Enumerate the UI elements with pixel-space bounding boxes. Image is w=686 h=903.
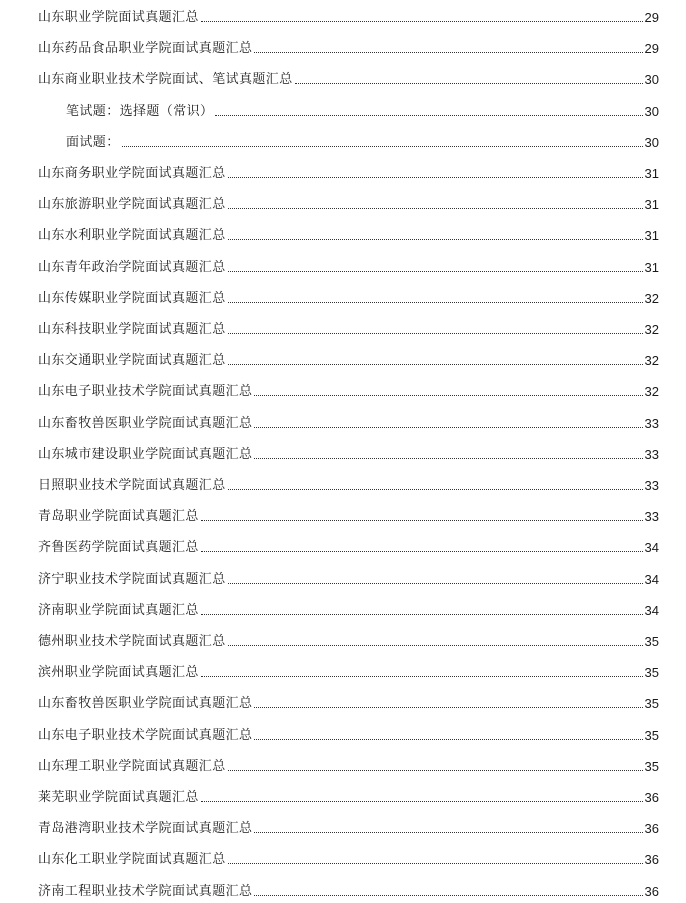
toc-entry-page-number: 32: [644, 290, 659, 306]
toc-subentry[interactable]: [66, 131, 659, 151]
dot-leader: [254, 832, 642, 833]
toc-entry[interactable]: [38, 318, 659, 338]
toc-entry-title: 济宁职业技术学院面试真题汇总: [38, 571, 226, 587]
toc-entry-title: 青岛职业学院面试真题汇总: [38, 509, 199, 525]
toc-entry[interactable]: [38, 256, 659, 276]
dot-leader: [295, 83, 643, 84]
dot-leader: [201, 21, 643, 22]
toc-entry[interactable]: [38, 287, 659, 307]
toc-entry[interactable]: [38, 599, 659, 619]
toc-entry[interactable]: [38, 848, 659, 868]
dot-leader: [228, 364, 643, 365]
toc-entry-title: 滨州职业学院面试真题汇总: [38, 665, 199, 681]
toc-entry-page-number: 29: [644, 10, 659, 25]
toc-entry-page-number: 29: [644, 41, 659, 57]
toc-entry-title: 山东青年政治学院面试真题汇总: [38, 259, 226, 275]
toc-entry-title: 山东水利职业学院面试真题汇总: [38, 228, 226, 244]
toc-entry-page-number: 31: [644, 197, 659, 213]
toc-entry-page-number: 32: [644, 384, 659, 400]
dot-leader: [201, 676, 643, 677]
dot-leader: [228, 208, 643, 209]
toc-entry-page-number: 30: [644, 134, 659, 150]
dot-leader: [201, 551, 643, 552]
toc-entry-title: 济南工程职业技术学院面试真题汇总: [38, 883, 253, 899]
toc-entry[interactable]: [38, 37, 659, 57]
toc-entry-page-number: 36: [644, 883, 659, 899]
toc-entry-title: 日照职业技术学院面试真题汇总: [38, 478, 226, 493]
dot-leader: [254, 427, 642, 428]
toc-entry[interactable]: [38, 224, 659, 244]
toc-entry-title: 山东科技职业学院面试真题汇总: [38, 322, 226, 337]
dot-leader: [228, 333, 643, 334]
dot-leader: [228, 302, 643, 303]
toc-entry-title: 山东商务职业学院面试真题汇总: [38, 166, 226, 181]
toc-subentry[interactable]: [66, 100, 659, 120]
toc-entry-title: 山东畜牧兽医职业学院面试真题汇总: [38, 415, 253, 431]
dot-leader: [201, 614, 643, 615]
dot-leader: [228, 583, 643, 584]
dot-leader: [122, 146, 643, 147]
toc-entry[interactable]: [38, 661, 659, 681]
toc-entry-page-number: 32: [644, 353, 659, 369]
dot-leader: [228, 239, 643, 240]
toc-entry-page-number: 36: [644, 821, 659, 837]
toc-entry-page-number: 31: [644, 259, 659, 275]
toc-entry-title: 山东电子职业技术学院面试真题汇总: [38, 727, 253, 743]
toc-entry[interactable]: [38, 443, 659, 463]
toc-entry-title: 山东商业职业技术学院面试、笔试真题汇总: [38, 72, 293, 88]
toc-entry[interactable]: [38, 6, 659, 26]
toc-entry[interactable]: [38, 193, 659, 213]
toc-entry[interactable]: [38, 755, 659, 775]
toc-entry-title: 山东传媒职业学院面试真题汇总: [38, 290, 226, 306]
toc-entry-title: 山东职业学院面试真题汇总: [38, 10, 199, 25]
toc-entry-title: 山东交通职业学院面试真题汇总: [38, 353, 226, 369]
toc-entry-page-number: 33: [644, 478, 659, 493]
toc-entry[interactable]: [38, 880, 659, 900]
toc-entry-title: 山东电子职业技术学院面试真题汇总: [38, 384, 253, 400]
toc-entry[interactable]: [38, 692, 659, 712]
toc-entry[interactable]: [38, 724, 659, 744]
toc-entry-page-number: 33: [644, 446, 659, 462]
toc-entry-title: 面试题：: [66, 134, 120, 150]
toc-entry-page-number: 35: [644, 758, 659, 774]
dot-leader: [254, 458, 642, 459]
toc-entry[interactable]: [38, 162, 659, 182]
toc-entry-title: 莱芜职业学院面试真题汇总: [38, 790, 199, 805]
toc-entry[interactable]: [38, 568, 659, 588]
toc-entry-page-number: 36: [644, 852, 659, 868]
dot-leader: [254, 395, 642, 396]
toc-entry[interactable]: [38, 817, 659, 837]
toc-entry-title: 齐鲁医药学院面试真题汇总: [38, 540, 199, 556]
dot-leader: [254, 739, 642, 740]
toc-entry-title: 德州职业技术学院面试真题汇总: [38, 634, 226, 649]
toc-entry-title: 山东药品食品职业学院面试真题汇总: [38, 41, 253, 57]
toc-entry-title: 济南职业学院面试真题汇总: [38, 602, 199, 618]
toc-entry[interactable]: [38, 786, 659, 806]
toc-entry-title: 山东旅游职业学院面试真题汇总: [38, 197, 226, 213]
toc-entry-title: 山东理工职业学院面试真题汇总: [38, 758, 226, 774]
toc-entry[interactable]: [38, 536, 659, 556]
dot-leader: [215, 115, 642, 116]
dot-leader: [228, 489, 643, 490]
dot-leader: [201, 801, 643, 802]
toc-entry[interactable]: [38, 630, 659, 650]
toc-entry[interactable]: [38, 412, 659, 432]
toc-entry-title: 青岛港湾职业技术学院面试真题汇总: [38, 821, 253, 837]
toc-entry-page-number: 30: [644, 103, 659, 119]
toc-entry-title: 笔试题：选择题（常识）: [66, 103, 214, 119]
toc-entry-page-number: 30: [644, 72, 659, 88]
dot-leader: [254, 52, 642, 53]
dot-leader: [228, 177, 643, 178]
toc-entry-page-number: 34: [644, 602, 659, 618]
toc-entry-page-number: 32: [644, 322, 659, 337]
toc-entry-page-number: 33: [644, 415, 659, 431]
toc-entry-page-number: 35: [644, 665, 659, 681]
dot-leader: [228, 863, 643, 864]
dot-leader: [228, 645, 643, 646]
toc-entry-title: 山东城市建设职业学院面试真题汇总: [38, 446, 253, 462]
dot-leader: [254, 895, 642, 896]
toc-entry[interactable]: [38, 474, 659, 494]
dot-leader: [201, 520, 643, 521]
toc-entry[interactable]: [38, 349, 659, 369]
toc-entry-page-number: 34: [644, 571, 659, 587]
toc-entry-page-number: 33: [644, 509, 659, 525]
toc-entry-page-number: 35: [644, 696, 659, 712]
dot-leader: [254, 707, 642, 708]
toc-entry-page-number: 31: [644, 228, 659, 244]
toc-entry[interactable]: [38, 505, 659, 525]
toc-entry-page-number: 35: [644, 727, 659, 743]
toc-entry[interactable]: [38, 380, 659, 400]
toc-entry-page-number: 35: [644, 634, 659, 649]
toc-entry-title: 山东畜牧兽医职业学院面试真题汇总: [38, 696, 253, 712]
toc-entry[interactable]: [38, 68, 659, 88]
dot-leader: [228, 271, 643, 272]
toc-entry-title: 山东化工职业学院面试真题汇总: [38, 852, 226, 868]
dot-leader: [228, 770, 643, 771]
toc-entry-page-number: 34: [644, 540, 659, 556]
toc-entry-page-number: 36: [644, 790, 659, 805]
toc-entry-page-number: 31: [644, 166, 659, 181]
